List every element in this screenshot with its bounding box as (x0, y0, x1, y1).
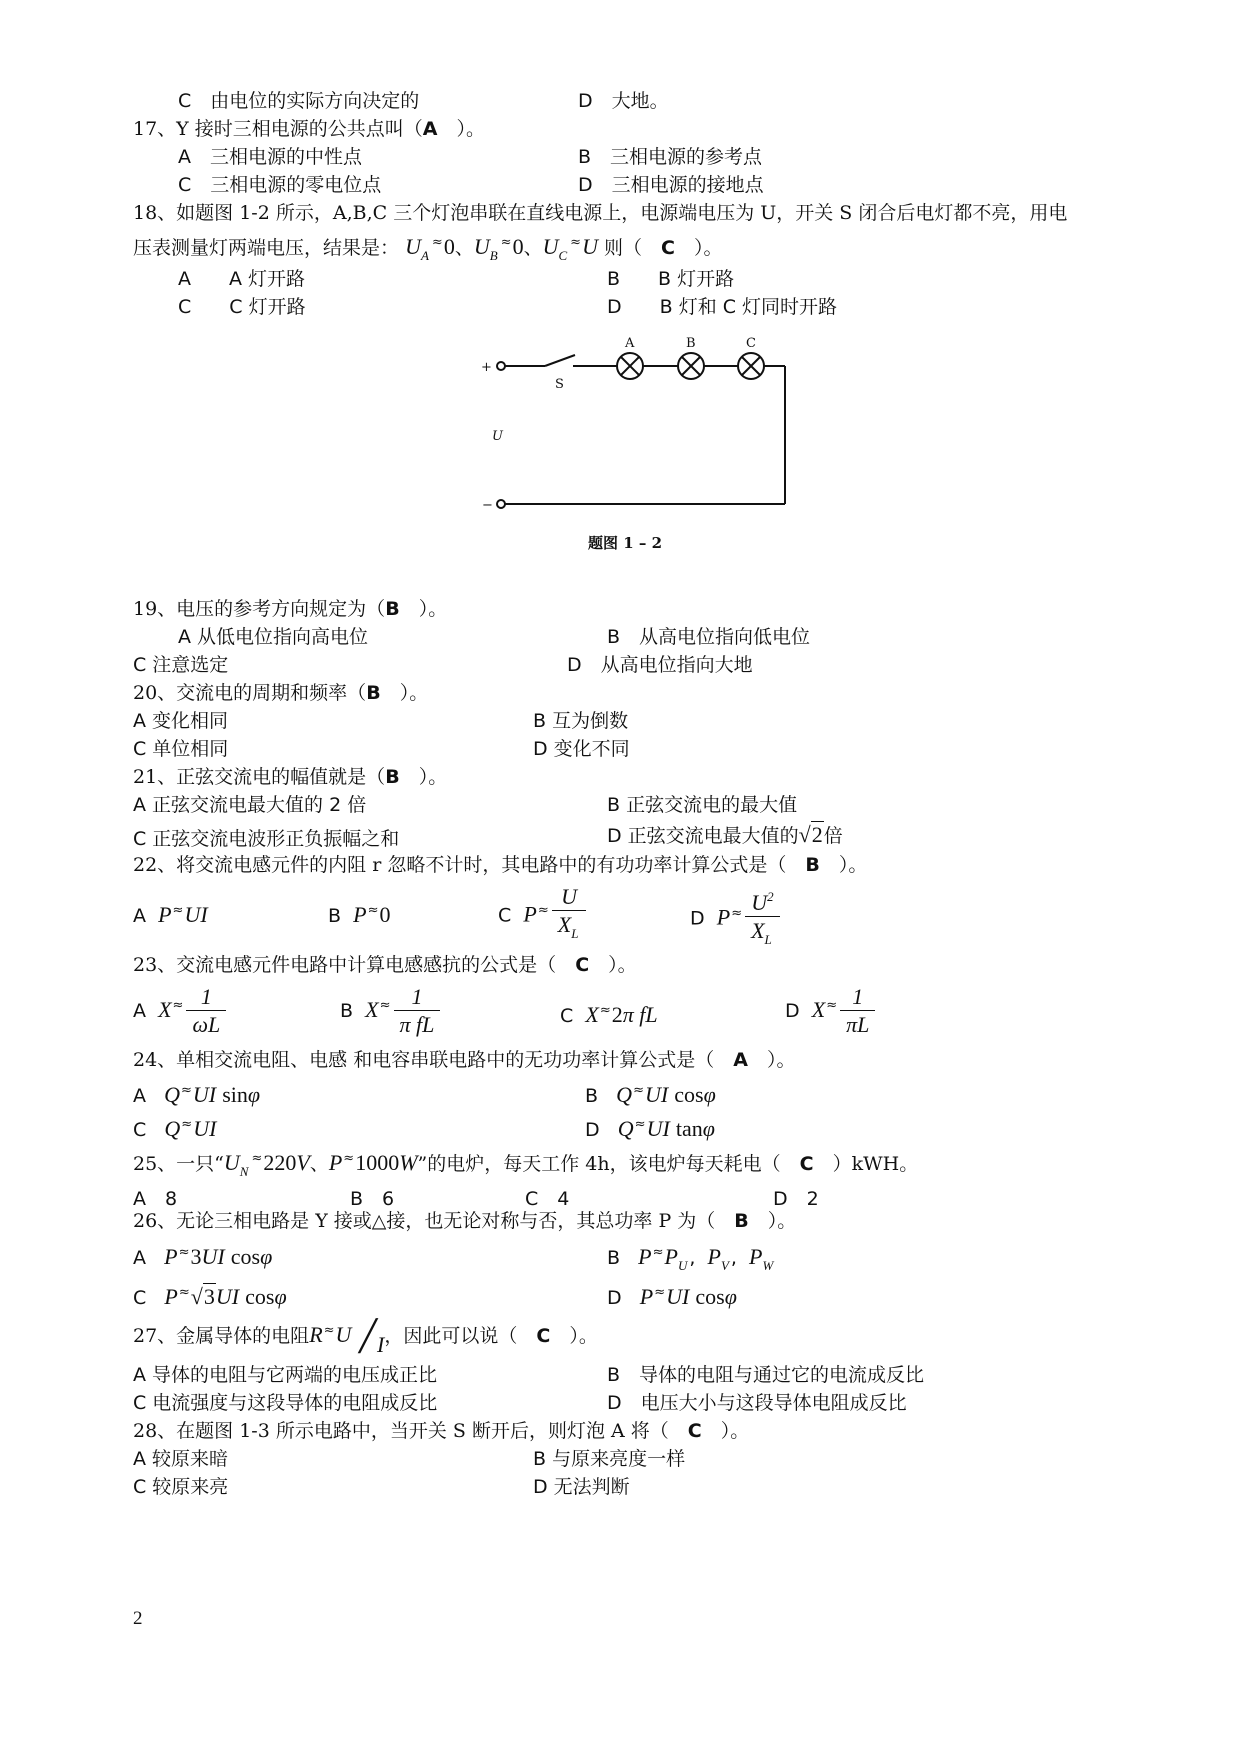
lamp-b (678, 353, 704, 379)
q23-stem: 23、交流电感元件电路中计算电感感抗的公式是（ C ）。 (133, 954, 637, 976)
q21-stem: 21、正弦交流电的幅值就是（B ）。 (133, 766, 448, 788)
q20-answer: B (366, 682, 381, 704)
q21-answer: B (385, 766, 400, 788)
q20-option-b: B 互为倒数 (533, 710, 629, 732)
q26-answer: B (734, 1210, 749, 1232)
q22-option-d: D P≈ $\frac{U^2}{X_L}$ (690, 884, 782, 954)
q28-answer: C (687, 1420, 702, 1442)
q22-option-a: A P≈UI (133, 902, 208, 927)
page-number: 2 (133, 1608, 143, 1629)
q25-answer: C (799, 1153, 814, 1175)
q24-stem: 24、单相交流电阻、电感 和电容串联电路中的无功功率计算公式是（ A ）。 (133, 1049, 796, 1071)
q20-option-d: D 变化不同 (533, 738, 630, 760)
q19-option-b: B 从高电位指向低电位 (607, 626, 811, 648)
q23-option-a: A X≈ $\frac{1}{\omega L}$ (133, 984, 228, 1039)
q27-option-c: C 电流强度与这段导体的电阻成反比 (133, 1392, 438, 1414)
q25-option-a: A 8 (133, 1188, 178, 1210)
q24-option-b: B Q≈UI cosφ (585, 1082, 716, 1107)
q22-answer: B (805, 854, 820, 876)
q28-option-a: A 较原来暗 (133, 1448, 229, 1470)
q17-option-c: C 三相电源的零电位点 (178, 174, 382, 196)
q19-option-d: D 从高电位指向大地 (567, 654, 753, 676)
q24-answer: A (733, 1049, 748, 1071)
figure-caption: 题图 1 – 2 (588, 534, 663, 552)
q27-option-b: B 导体的电阻与通过它的电流成反比 (607, 1364, 925, 1386)
q21-option-d: D 正弦交流电最大值的√2倍 (607, 822, 843, 847)
label-b: B (686, 336, 696, 351)
q20-option-c: C 单位相同 (133, 738, 229, 760)
switch-s (545, 355, 575, 366)
q16-option-d: D 大地。 (578, 90, 669, 112)
q27-answer: C (536, 1325, 551, 1347)
q24-option-a: A Q≈UI sinφ (133, 1082, 261, 1107)
q25-option-d: D 2 (773, 1188, 819, 1210)
q28-stem: 28、在题图 1-3 所示电路中，当开关 S 断开后，则灯泡 A 将（ C ）。 (133, 1420, 750, 1442)
circuit-figure-1-2 (465, 330, 795, 520)
q18-stem-line1: 18、如题图 1-2 所示，A,B,C 三个灯泡串联在直线电源上，电源端电压为 U，开关 S 闭合后电灯都不亮，用电 (133, 202, 1068, 224)
q24-option-c: C Q≈UI (133, 1116, 217, 1141)
q24-option-d: D Q≈UI tanφ (585, 1116, 715, 1141)
q19-answer: B (385, 598, 400, 620)
q18-option-b: B B 灯开路 (607, 268, 735, 290)
q21-option-a: A 正弦交流电最大值的 2 倍 (133, 794, 367, 816)
negative-terminal (497, 500, 505, 508)
q16-option-c: C 由电位的实际方向决定的 (178, 90, 420, 112)
q26-stem: 26、无论三相电路是 Y 接或△接，也无论对称与否，其总功率 P 为（ B ）。 (133, 1210, 797, 1232)
label-s: S (555, 377, 564, 392)
q21-option-c: C 正弦交流电波形正负振幅之和 (133, 828, 400, 850)
q18-option-c: C C 灯开路 (178, 296, 306, 318)
q27-option-a: A 导体的电阻与它两端的电压成正比 (133, 1364, 438, 1386)
q22-stem: 22、将交流电感元件的内阻 r 忽略不计时，其电路中的有功功率计算公式是（ B ）。 (133, 854, 868, 876)
q27-option-d: D 电压大小与这段导体电阻成反比 (607, 1392, 907, 1414)
positive-terminal (497, 362, 505, 370)
q25-option-b: B 6 (350, 1188, 395, 1210)
q17-option-b: B 三相电源的参考点 (578, 146, 763, 168)
label-c: C (746, 336, 756, 351)
q20-stem: 20、交流电的周期和频率（B ）。 (133, 682, 429, 704)
q18-stem-line2: 压表测量灯两端电压，结果是： $U_A^\approx 0$、$U_B^\approx 0$、$U_C^\approx U$ 则（ C ）。 (133, 234, 723, 263)
q25-stem: 25、一只“$U_N^\approx 220V$、P≈1000W”的电炉，每天工作 4h，该电炉每天耗电（ C ）kWH。 (133, 1150, 919, 1179)
q25-option-c: C 4 (525, 1188, 570, 1210)
q21-option-b: B 正弦交流电的最大值 (607, 794, 798, 816)
q19-stem: 19、电压的参考方向规定为（B ）。 (133, 598, 448, 620)
q28-option-c: C 较原来亮 (133, 1476, 229, 1498)
q23-answer: C (575, 954, 590, 976)
q26-option-a: A P≈3UI cosφ (133, 1244, 273, 1269)
q22-option-c: C P≈ $\frac{U}{X_L}$ (498, 884, 588, 948)
q18-option-a: A A 灯开路 (178, 268, 306, 290)
label-plus: + (481, 360, 492, 375)
q26-option-c: C P≈√3UI cosφ (133, 1284, 287, 1309)
q18-answer: C (661, 237, 675, 259)
q28-option-d: D 无法判断 (533, 1476, 630, 1498)
q26-option-b: B $P^\approx P_U$ , $P_V$ , $P_W$ (607, 1244, 774, 1273)
q23-option-b: B X≈ $\frac{1}{\text{π fL}}$ (340, 984, 442, 1039)
q17-stem: 17、Y 接时三相电源的公共点叫（A ）。 (133, 118, 486, 140)
q26-option-d: D P≈UI cosφ (607, 1284, 737, 1309)
label-minus: − (482, 498, 493, 513)
q27-stem: 27、金属导体的电阻R≈U ╱I，因此可以说（ C ）。 (133, 1320, 598, 1357)
label-u: U (492, 429, 503, 444)
q17-option-d: D 三相电源的接地点 (578, 174, 764, 196)
q20-option-a: A 变化相同 (133, 710, 229, 732)
q17-answer: A (422, 118, 438, 140)
lamp-c (738, 353, 764, 379)
q28-option-b: B 与原来亮度一样 (533, 1448, 686, 1470)
lamp-a (617, 353, 643, 379)
q18-option-d: D B 灯和 C 灯同时开路 (607, 296, 838, 318)
q23-option-c: C X≈2π fL (560, 1002, 658, 1027)
q19-option-a: A 从低电位指向高电位 (178, 626, 369, 648)
q19-option-c: C 注意选定 (133, 654, 229, 676)
q17-option-a: A 三相电源的中性点 (178, 146, 362, 168)
q23-option-d: D X≈ $\frac{1}{\pi L}$ (785, 984, 877, 1039)
label-a: A (625, 336, 635, 351)
q22-option-b: B P≈0 (328, 902, 391, 927)
